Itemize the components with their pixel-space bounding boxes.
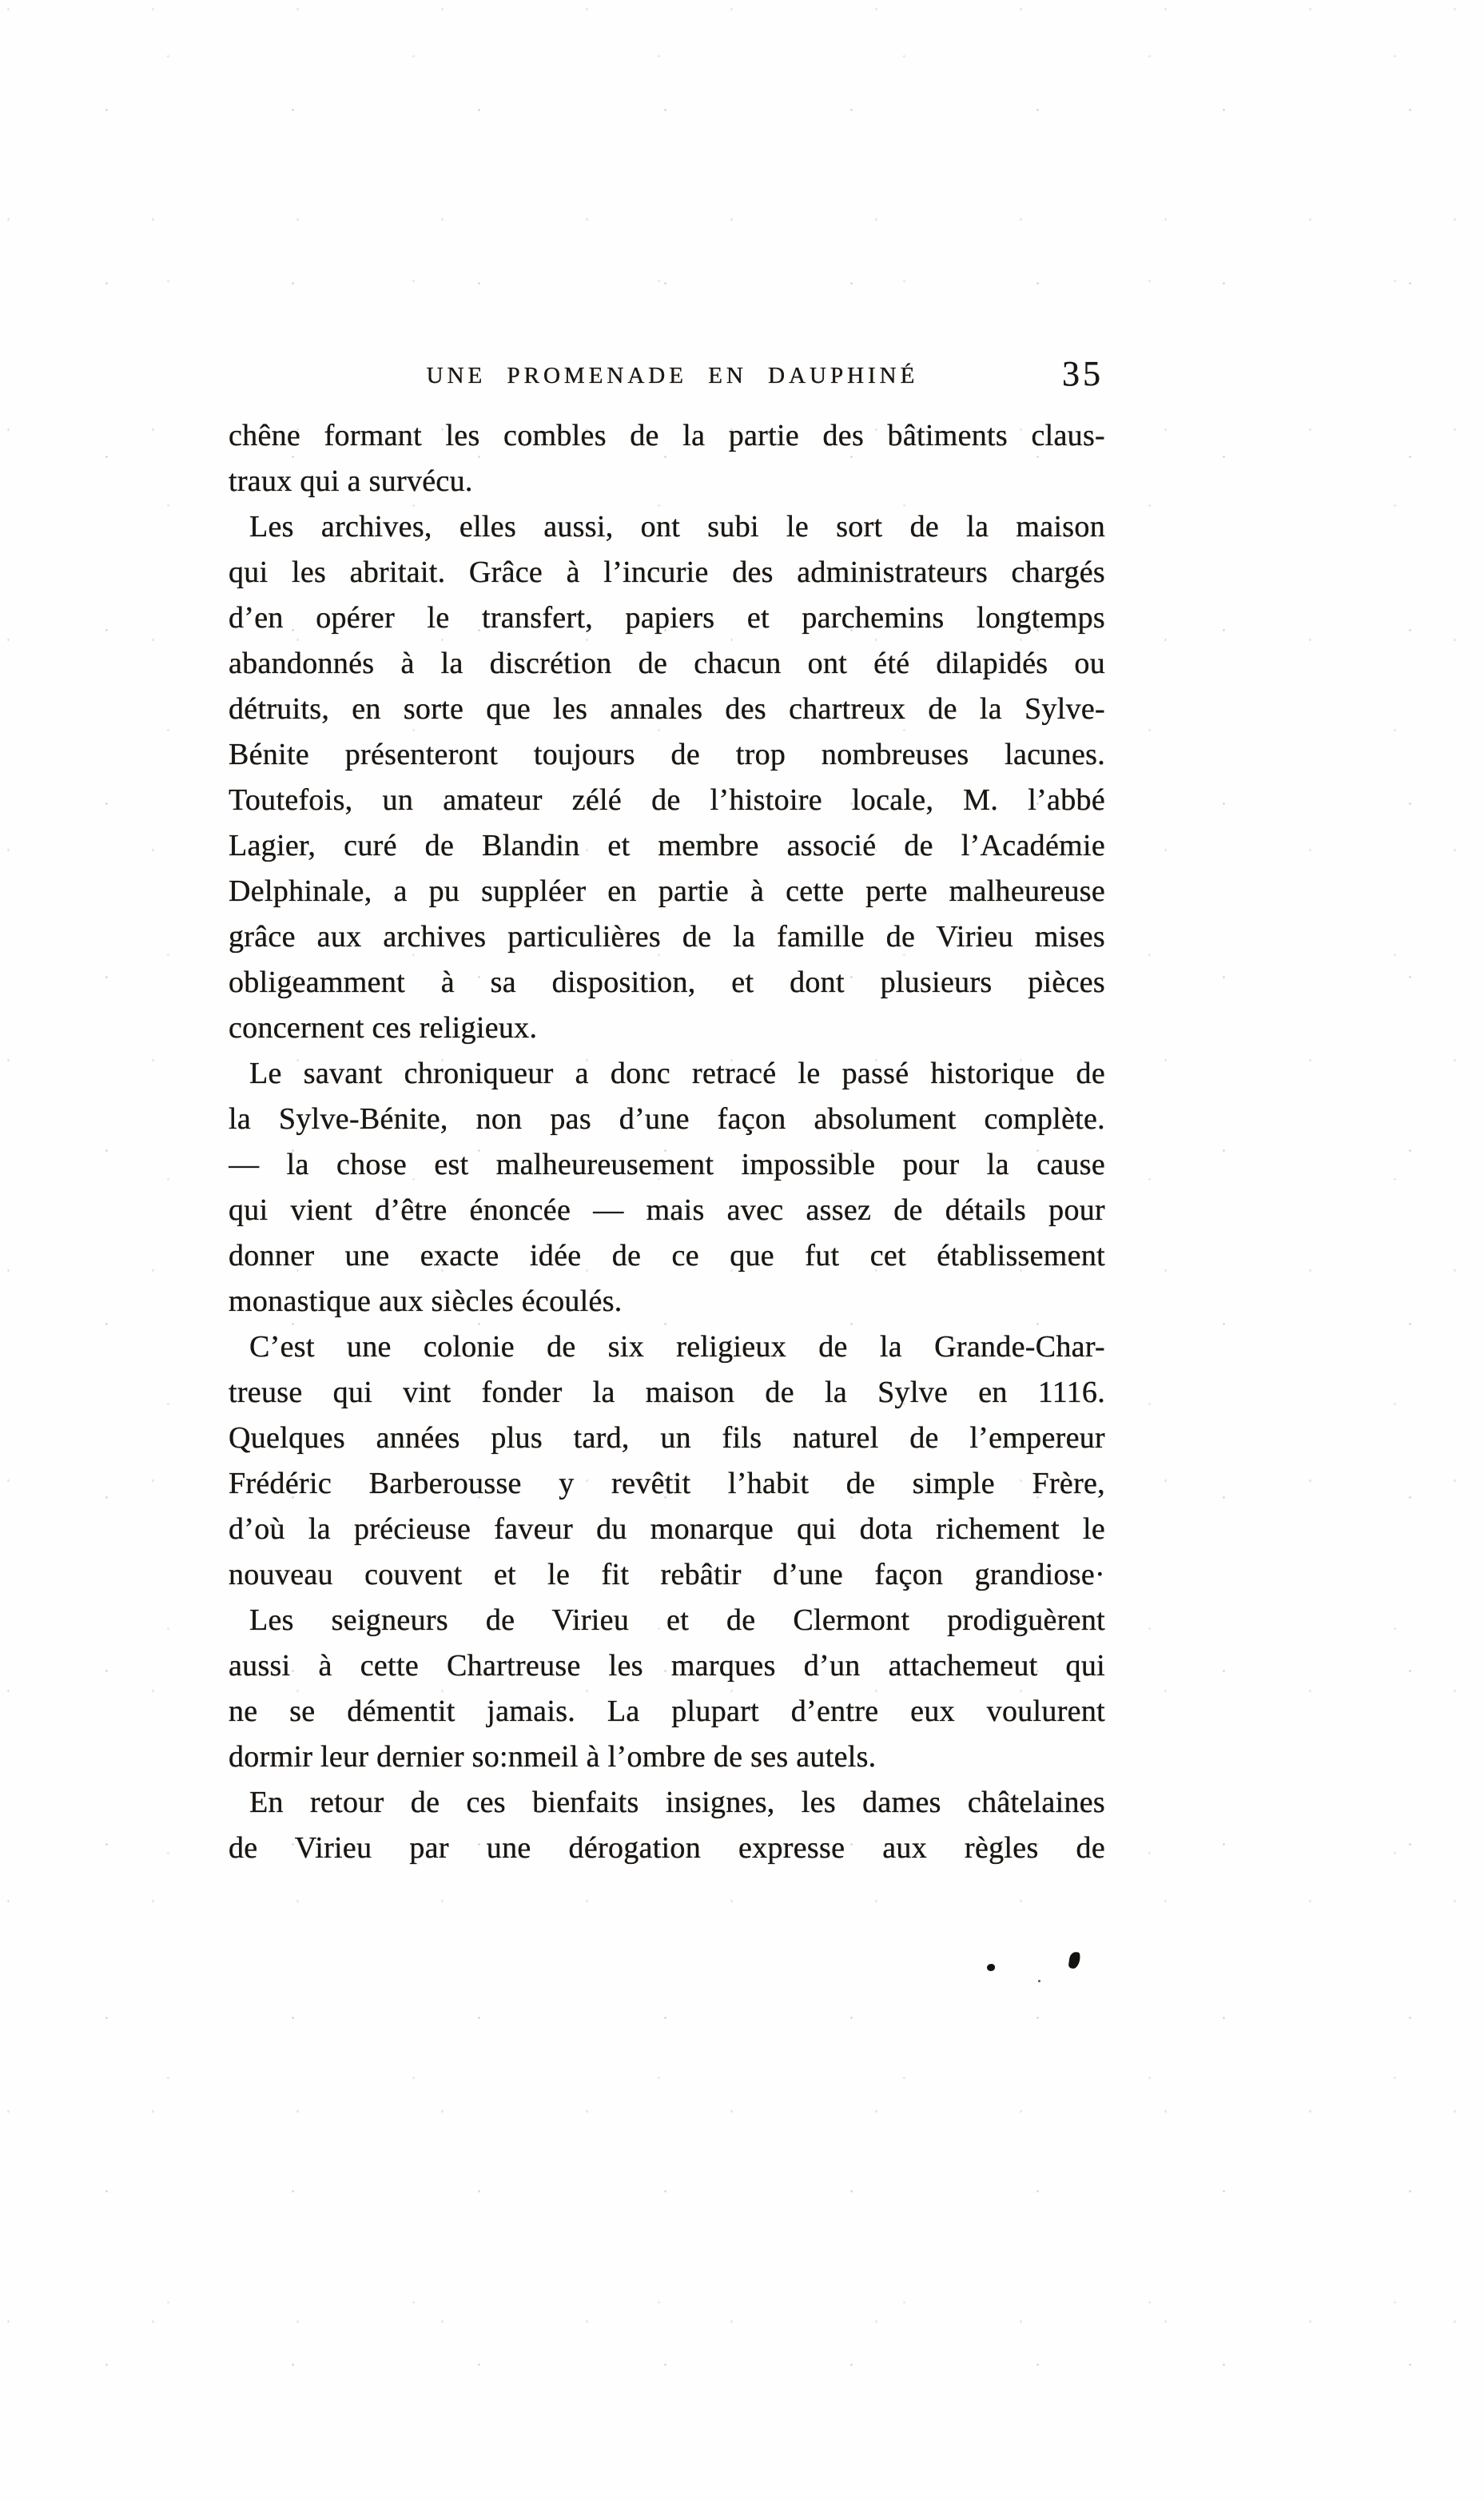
paragraph-5 [229, 1598, 1105, 1780]
text-line: Bénite présenteront toujours de trop nombreuses lacunes. [229, 738, 1105, 771]
text-line: Toutefois, un amateur zélé de l’histoire locale, M. l’abbé [229, 783, 1105, 817]
ink-speck-dot [987, 1964, 995, 1971]
text-line: donner une exacte idée de ce que fut cet établissement [229, 1239, 1105, 1272]
text-line: d’en opérer le transfert, papiers et parchemins longtemps [229, 601, 1105, 635]
text-line: monastique aux siècles écoulés. [229, 1284, 623, 1318]
text-line: Delphinale, a pu suppléer en partie à cette perte malheureuse [229, 874, 1105, 908]
text-line: aussi à cette Chartreuse les marques d’un attachemeut qui [229, 1649, 1105, 1683]
text-line: qui vient d’être énoncée — mais avec assez de détails pour [229, 1193, 1105, 1227]
text-line: ne se démentit jamais. La plupart d’entre eux voulurent [229, 1695, 1105, 1728]
text-line: Lagier, curé de Blandin et membre associé de l’Académie [229, 829, 1105, 862]
text-line: nouveau couvent et le fit rebâtir d’une façon grandiose· [229, 1558, 1105, 1591]
text-line: d’où la précieuse faveur du monarque qui dota richement le [229, 1512, 1105, 1546]
paragraph-4 [229, 1324, 1105, 1598]
text-line: qui les abritait. Grâce à l’incurie des administrateurs chargés [229, 556, 1105, 589]
text-line: — la chose est malheureusement impossible pour la cause [229, 1148, 1105, 1181]
text-line: concernent ces religieux. [229, 1011, 538, 1045]
ink-speck-mark [1068, 1951, 1080, 1969]
page-number: 35 [1062, 354, 1104, 393]
running-head-title: UNE PROMENADE EN DAUPHINÉ [426, 363, 919, 388]
paragraph-3 [229, 1051, 1105, 1324]
text-line: traux qui a survécu. [229, 464, 473, 498]
text-line: Frédéric Barberousse y revêtit l’habit de simple Frère, [229, 1467, 1105, 1500]
text-line: de Virieu par une dérogation expresse aux règles de [229, 1831, 1105, 1865]
text-line: chêne formant les combles de la partie des bâtiments claus- [229, 419, 1105, 452]
text-line: obligeamment à sa disposition, et dont plusieurs pièces [229, 966, 1105, 999]
text-line: grâce aux archives particulières de la famille de Virieu mises [229, 920, 1105, 954]
paragraph-1 [229, 413, 1105, 504]
running-head [229, 354, 1105, 403]
text-line: En retour de ces bienfaits insignes, les dames châtelaines [249, 1786, 1105, 1819]
text-line: Les seigneurs de Virieu et de Clermont prodiguèrent [249, 1603, 1105, 1637]
paragraph-2 [229, 504, 1105, 1051]
page-text [229, 413, 1105, 1871]
text-line: abandonnés à la discrétion de chacun ont été dilapidés ou [229, 647, 1105, 680]
text-line: détruits, en sorte que les annales des chartreux de la Sylve- [229, 692, 1105, 726]
paragraph-6 [229, 1780, 1105, 1871]
text-line: treuse qui vint fonder la maison de la Sylve en 1116. [229, 1376, 1105, 1409]
text-line: Le savant chroniqueur a donc retracé le passé historique de [249, 1057, 1105, 1090]
text-line: dormir leur dernier so:nmeil à l’ombre de ses autels. [229, 1740, 877, 1774]
text-line: Quelques années plus tard, un fils naturel de l’empereur [229, 1421, 1105, 1455]
ink-speck-tiny [1038, 1980, 1040, 1982]
text-line: la Sylve-Bénite, non pas d’une façon absolument complète. [229, 1102, 1105, 1136]
text-line: C’est une colonie de six religieux de la Grande-Char- [249, 1330, 1105, 1364]
text-line: Les archives, elles aussi, ont subi le sort de la maison [249, 510, 1105, 544]
